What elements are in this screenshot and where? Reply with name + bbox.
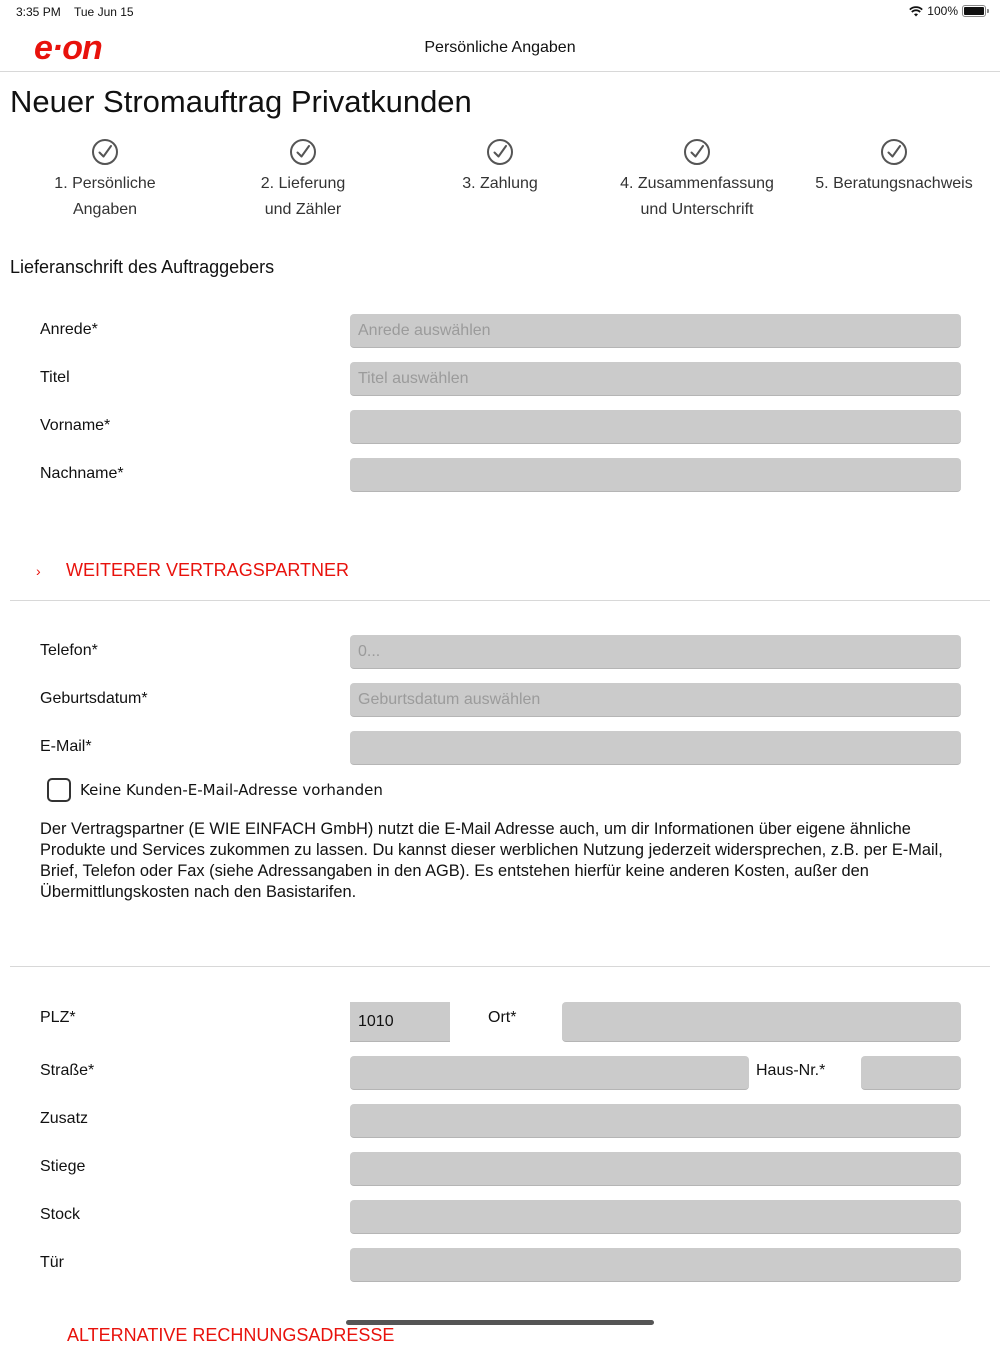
strasse-label: Straße* [40,1062,95,1079]
divider [10,966,990,967]
status-time: 3:35 PM [16,5,61,19]
status-date: Tue Jun 15 [74,5,134,19]
step-4[interactable] [597,138,797,223]
telefon-label: Telefon* [40,642,98,659]
no-email-checkbox-row[interactable] [47,778,383,802]
step-label-line1: 2. Lieferung [260,175,346,192]
plz-input[interactable]: 1010 [350,1002,450,1042]
alternative-rechnungsadresse-link[interactable]: ALTERNATIVE RECHNUNGSADRESSE [67,1325,395,1345]
step-label-line2: Angaben [72,201,138,218]
zusatz-input[interactable] [350,1104,961,1138]
step-label-line1: 4. Zusammenfassung [620,175,774,192]
email-input[interactable] [350,731,961,765]
battery-icon [962,5,986,17]
titel-select[interactable]: Titel auswählen [350,362,961,396]
hausnr-input[interactable] [861,1056,961,1090]
no-email-checkbox[interactable] [47,778,71,802]
tuer-input[interactable] [350,1248,961,1282]
anrede-label: Anrede* [40,321,98,338]
step-label-line2: und Unterschrift [640,201,754,218]
status-bar [0,0,1000,24]
weiterer-vertragspartner-link[interactable] [36,560,349,581]
ort-input[interactable] [562,1002,961,1042]
email-usage-info: Der Vertragspartner (E WIE EINFACH GmbH) nutzt die E-Mail Adresse auch, um dir Informationen über eigene ähnliche Produkte und Services zukommen zu lassen. Du kannst dieser werblichen Nutzung jederzeit widersprechen, z.B. per E-Mail, Brief, Telefon oder Fax (siehe Adressangaben in den AGB). Es entstehen hierfür keine anderen Kosten, außer den Übermittlungskosten nach den Basistarifen. [40,820,943,901]
step-2[interactable] [203,138,403,223]
stiege-label: Stiege [40,1158,86,1175]
check-circle-icon [91,138,119,166]
vorname-label: Vorname* [40,417,111,434]
check-circle-icon [486,138,514,166]
section-title: Lieferanschrift des Auftraggebers [10,257,275,277]
home-indicator[interactable] [346,1320,654,1325]
divider [10,600,990,601]
geburtsdatum-label: Geburtsdatum* [40,690,148,707]
wifi-icon [909,6,923,17]
no-email-checkbox-label: Keine Kunden-E-Mail-Adresse vorhanden [80,781,383,799]
stock-input[interactable] [350,1200,961,1234]
check-circle-icon [683,138,711,166]
step-label-line1: 1. Persönliche [54,175,156,192]
stiege-input[interactable] [350,1152,961,1186]
stock-label: Stock [40,1206,81,1223]
check-circle-icon [880,138,908,166]
nachname-input[interactable] [350,458,961,492]
check-circle-icon [289,138,317,166]
email-label: E-Mail* [40,738,92,755]
zusatz-label: Zusatz [40,1110,89,1127]
step-label-line2: und Zähler [264,201,342,218]
eon-logo: e·on [34,29,102,67]
hausnr-label: Haus-Nr.* [756,1062,826,1079]
strasse-input[interactable] [350,1056,749,1090]
progress-steps [0,138,1000,228]
plz-label: PLZ* [40,1009,76,1026]
anrede-select[interactable]: Anrede auswählen [350,314,961,348]
ort-label: Ort* [488,1009,517,1026]
weiterer-vertragspartner-label: WEITERER VERTRAGSPARTNER [66,560,350,580]
nachname-label: Nachname* [40,465,124,482]
vorname-input[interactable] [350,410,961,444]
nav-title: Persönliche Angaben [424,39,576,56]
page-title: Neuer Stromauftrag Privatkunden [10,84,472,119]
tuer-label: Tür [40,1254,64,1271]
status-right [909,4,986,18]
chevron-right-icon: › [36,562,41,579]
battery-percent: 100% [927,4,958,18]
step-1[interactable] [5,138,205,223]
step-label-line1: 5. Beratungsnachweis [815,175,973,192]
step-5[interactable] [794,138,994,197]
nav-bar [0,24,1000,72]
step-label-line1: 3. Zahlung [462,175,538,192]
step-3[interactable] [400,138,600,197]
titel-label: Titel [40,369,70,386]
geburtsdatum-picker[interactable]: Geburtsdatum auswählen [350,683,961,717]
telefon-input[interactable]: 0... [350,635,961,669]
